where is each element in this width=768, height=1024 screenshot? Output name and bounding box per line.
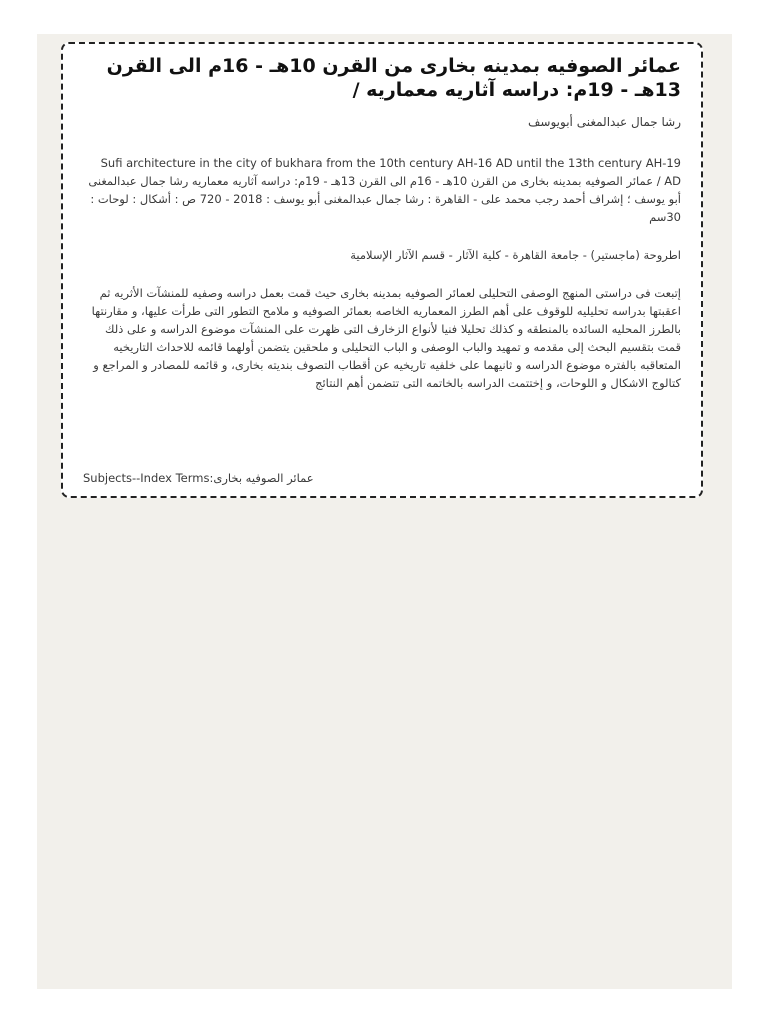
- record-description: Sufi architecture in the city of bukhara from the 10th century AH-16 AD until the 13th century AH-19 AD / عمائر الصوفيه بمدينه بخارى من القرن 10هـ - 16م الى القرن 13هـ - 19م: دراسه آثاريه معماريه رشا جمال عبدالمغنى أبو يوسف ؛ إشراف أحمد رجب محمد على - القاهرة : رشا جمال عبدالمغنى أبو يوسف : 2018 - 720 ص : أشكال : لوحات : 30سم: [88, 156, 681, 224]
- record-title[interactable]: عمائر الصوفيه بمدينه بخارى من القرن 10هـ - 16م الى القرن 13هـ - 19م: دراسه آثاريه معماريه /: [106, 55, 681, 101]
- record-abstract: إتبعت فى دراستى المنهج الوصفى التحليلى لعمائر الصوفيه بمدينه بخارى حيث قمت بعمل دراسه وصفيه للمنشآت الأثريه ثم اعقبتها بدراسه تحليليه للوقوف على أهم الطرز المعماريه الخاصه بعمائر الصوفيه و ملامح التطور التى طرأت عليها، و مقارنتها بالطرز المحليه السائده بالمنطقه و كذلك تحليلا فنيا لأنواع الزخارف التى ظهرت على المنشآت موضوع الدراسه و على ذلك قمت بتقسيم البحث إلى مقدمه و تمهيد والباب الوصفى و الباب التحليلى و ملحقين يتضمن أولهما قائمه للاحداث التاريخيه المتعاقبه بالفتره موضوع الدراسه و ثانيهما على خلفيه تاريخيه عن أقطاب التصوف بنديته بخارى، و قائمه للمصادر و المراجع و كتالوج الاشكال و اللوحات، و إختتمت الدراسه بالخاتمه التى تتضمن أهم النتائج: [91, 286, 681, 390]
- record-card: [61, 42, 703, 498]
- record-subjects[interactable]: Subjects--Index Terms:عمائر الصوفيه بخارى: [83, 471, 314, 485]
- record-thesis-note: اطروحة (ماجستير) - جامعة القاهرة - كلية الآثار - قسم الآثار الإسلامية: [350, 248, 681, 262]
- record-author[interactable]: رشا جمال عبدالمغنى أبويوسف: [528, 115, 681, 129]
